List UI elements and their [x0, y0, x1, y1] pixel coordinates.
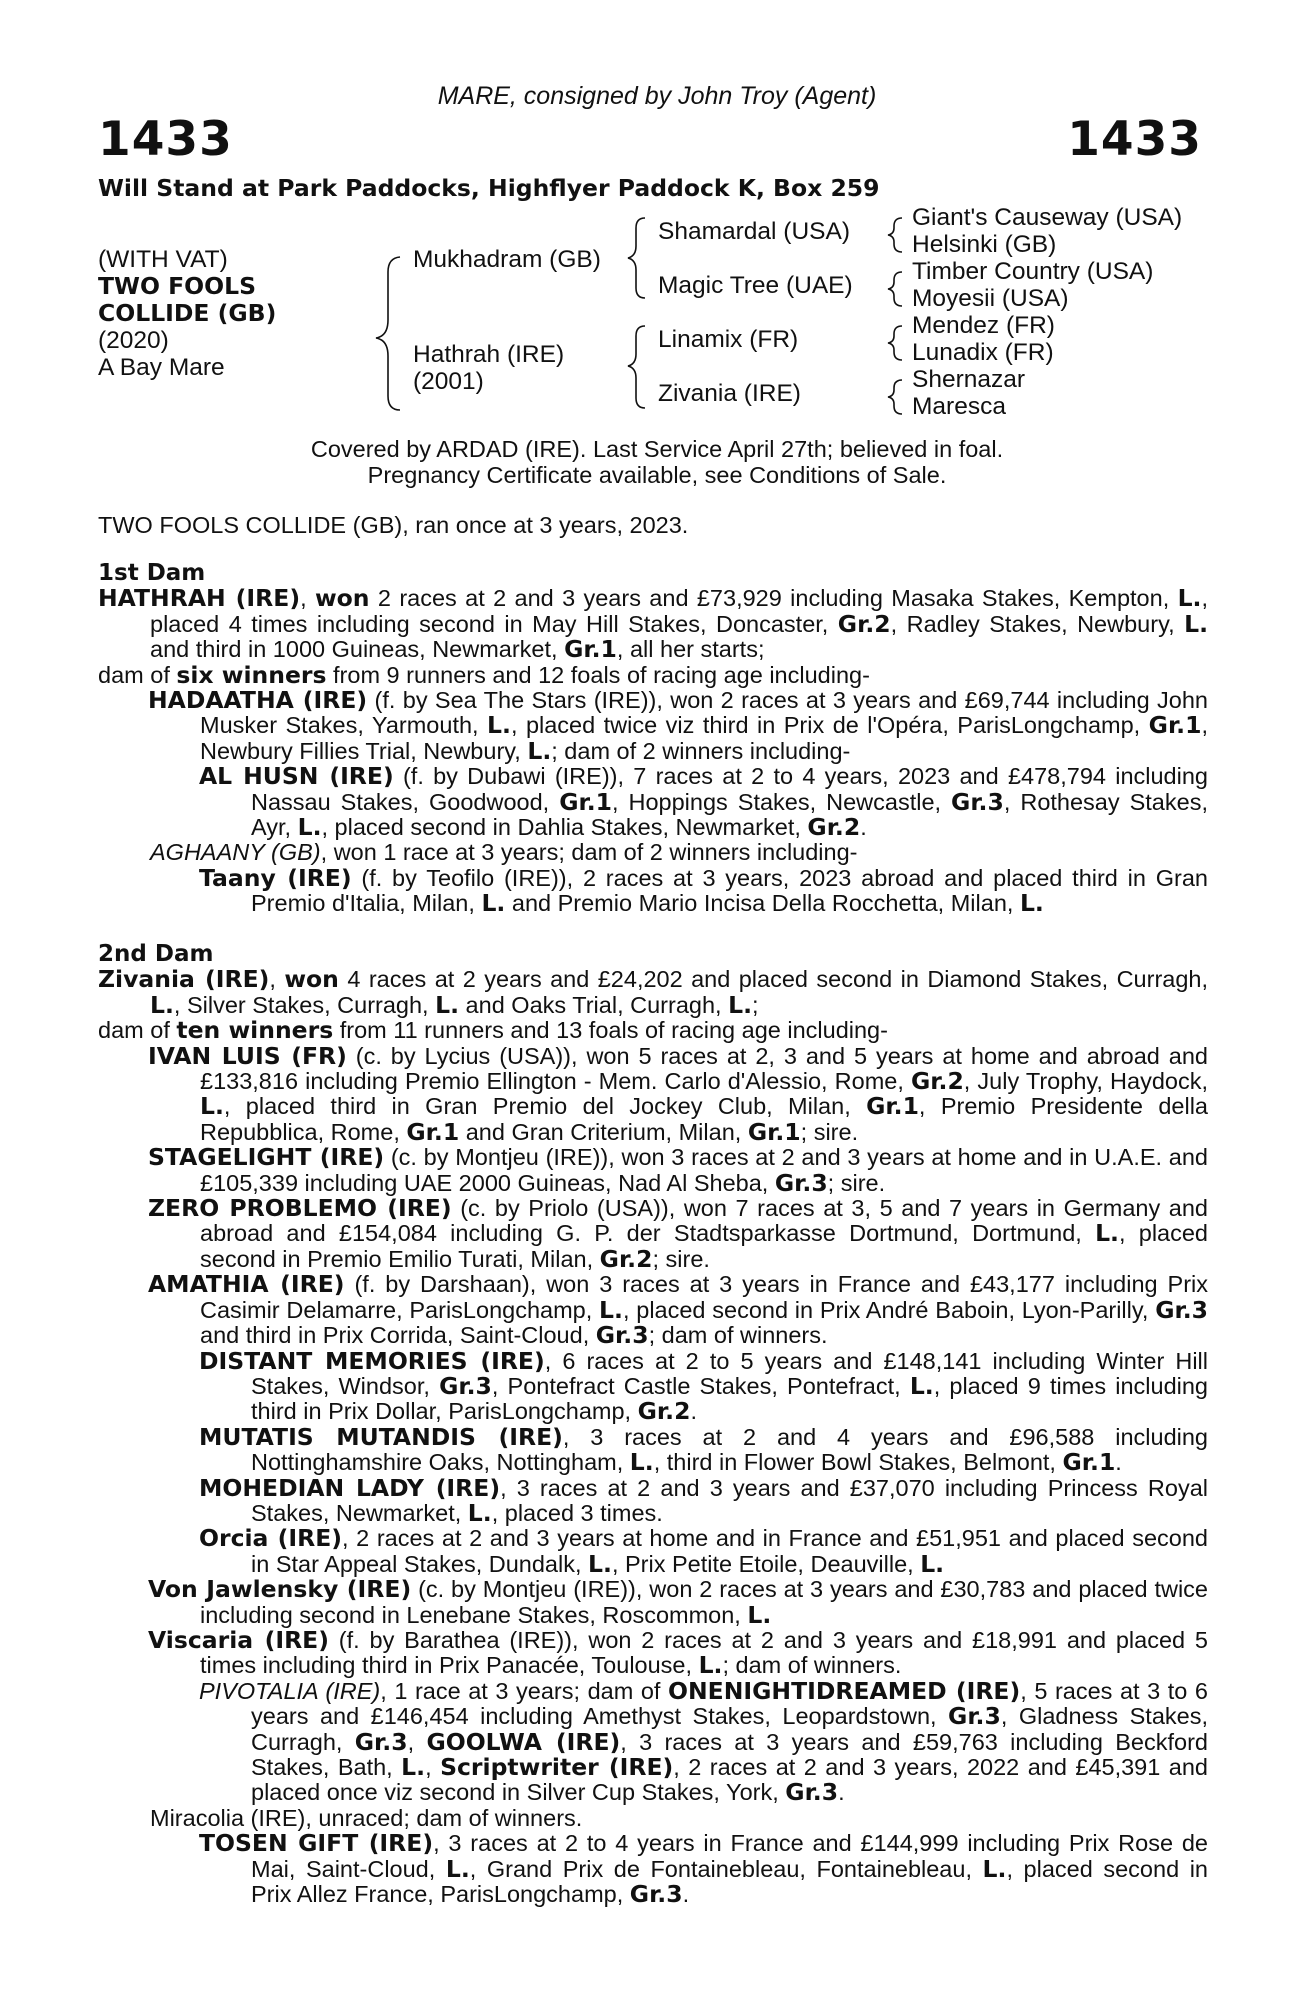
vat-note: (WITH VAT) — [98, 246, 228, 273]
lot-number-right: 1433 — [1067, 112, 1202, 167]
produce-entry: AGHAANY (GB), won 1 race at 3 years; dam of 2 winners including- — [150, 839, 858, 866]
race-record: TWO FOOLS COLLIDE (GB), ran once at 3 years, 2023. — [98, 512, 689, 538]
produce-entry: STAGELIGHT (IRE) (c. by Montjeu (IRE)), won 3 races at 2 and 3 years at home and in U.A.E. and £105,339 including UAE 2000 Guineas, Nad Al Sheba, Gr.3; sire. — [148, 1143, 1208, 1197]
produce-entry: Miracolia (IRE), unraced; dam of winners. — [150, 1804, 583, 1831]
produce-entry: Taany (IRE) (f. by Teofilo (IRE)), 2 races at 3 years, 2023 abroad and placed third in Gran Premio d'Italia, Milan, L. and Premio Mario Incisa Della Rocchetta, Milan, L. — [199, 863, 1208, 918]
produce-entry: PIVOTALIA (IRE), 1 race at 3 years; dam of ONENIGHTIDREAMED (IRE), 5 races at 3 to 6 years and £146,454 including Amethyst Stakes, Leopardstown, Gr.3, Gladness Stakes, Curragh, Gr.3, GOOLWA (IRE), 3 races at 3 years and £59,763 including Beckford Stakes, Bath, L., Scriptwriter (IRE), 2 races at 2 and 3 years, 2022 and £45,391 and placed once viz second in Silver Cup Stakes, York, Gr.3. — [199, 1676, 1208, 1807]
pedigree-gen4: Lunadix (FR) — [912, 339, 1054, 366]
produce-entry: DISTANT MEMORIES (IRE), 6 races at 2 to 5 years and £148,141 including Winter Hill Stakes, Windsor, Gr.3, Pontefract Castle Stakes, Pontefract, L., placed 9 times including third in Prix Dollar, ParisLongchamp, Gr.2. — [199, 1346, 1208, 1426]
horse-description: A Bay Mare — [98, 354, 225, 381]
pedigree-gen4: Mendez (FR) — [912, 312, 1055, 339]
produce-entry: HADAATHA (IRE) (f. by Sea The Stars (IRE)), won 2 races at 3 years and £69,744 including John Musker Stakes, Yarmouth, L., placed twice viz third in Prix de l'Opéra, ParisLongchamp, Gr.1, Newbury Fillies Trial, Newbury, L.; dam of 2 winners including- — [148, 686, 1208, 765]
dam-produce-summary: dam of six winners from 9 runners and 12 foals of racing age including- — [98, 660, 870, 689]
foaling-year: (2020) — [98, 327, 169, 354]
produce-entry: Von Jawlensky (IRE) (c. by Montjeu (IRE)), won 2 races at 3 years and £30,783 and placed twice including second in Lenebane Stakes, Roscommon, L. — [148, 1575, 1209, 1629]
dam-entry: Zivania (IRE), won 4 races at 2 years and £24,202 and placed second in Diamond Stakes, Curragh, L., Silver Stakes, Curragh, L. and Oaks Trial, Curragh, L.; — [98, 965, 1209, 1019]
horse-name-line1: TWO FOOLS — [98, 272, 257, 300]
produce-entry: IVAN LUIS (FR) (c. by Lycius (USA)), won 5 races at 2, 3 and 5 years at home and abroad and £133,816 including Premio Ellington - Mem. Carlo d'Alessio, Rome, Gr.2, July Trophy, Haydock, L., placed third in Gran Premio del Jockey Club, Milan, Gr.1, Premio Presidente della Repubblica, Rome, Gr.1 and Gran Criterium, Milan, Gr.1; sire. — [148, 1041, 1209, 1146]
produce-entry: AL HUSN (IRE) (f. by Dubawi (IRE)), 7 races at 2 to 4 years, 2023 and £478,794 including Nassau Stakes, Goodwood, Gr.1, Hoppings Stakes, Newcastle, Gr.3, Rothesay Stakes, Ayr, L., placed second in Dahlia Stakes, Newmarket, Gr.2. — [199, 762, 1208, 842]
pedigree-gen3: Zivania (IRE) — [658, 380, 801, 407]
horse-name-line2: COLLIDE (GB) — [98, 299, 277, 327]
second-dam-section — [98, 942, 1208, 1907]
covering-line: Covered by ARDAD (IRE). Last Service April 27th; believed in foal. — [310, 436, 1004, 462]
covering-info — [0, 436, 1314, 488]
produce-entry: AMATHIA (IRE) (f. by Darshaan), won 3 races at 3 years in France and £43,177 including Prix Casimir Delamarre, ParisLongchamp, L., placed second in Prix André Baboin, Lyon-Parilly, Gr.3 and third in Prix Corrida, Saint-Cloud, Gr.3; dam of winners. — [148, 1270, 1209, 1350]
pedigree-gen3: Shamardal (USA) — [658, 218, 850, 245]
pedigree-sire: Mukhadram (GB) — [413, 246, 601, 273]
pedigree-gen4: Moyesii (USA) — [912, 285, 1069, 312]
produce-entry: MOHEDIAN LADY (IRE), 3 races at 2 and 3 years and £37,070 including Princess Royal Stakes, Newmarket, L., placed 3 times. — [199, 1473, 1208, 1527]
produce-entry: TOSEN GIFT (IRE), 3 races at 2 to 4 years in France and £144,999 including Prix Rose de Mai, Saint-Cloud, L., Grand Prix de Fontainebleau, Fontainebleau, L., placed second in Prix Allez France, ParisLongchamp, Gr.3. — [199, 1829, 1208, 1909]
first-dam-section — [98, 561, 1208, 917]
produce-entry: Orcia (IRE), 2 races at 2 and 3 years at home and in France and £51,951 and placed second in Star Appeal Stakes, Dundalk, L., Prix Petite Etoile, Deauville, L. — [199, 1524, 1208, 1578]
stand-location: Will Stand at Park Paddocks, Highflyer Paddock K, Box 259 — [98, 174, 880, 202]
dam-entry: HATHRAH (IRE), won 2 races at 2 and 3 years and £73,929 including Masaka Stakes, Kempton, L., placed 4 times including second in May Hill Stakes, Doncaster, Gr.2, Radley Stakes, Newbury, L. and third in 1000 Guineas, Newmarket, Gr.1, all her starts; — [98, 584, 1209, 664]
pedigree-gen3: Magic Tree (UAE) — [658, 272, 853, 299]
pedigree-dam: Hathrah (IRE) — [413, 341, 565, 368]
produce-entry: MUTATIS MUTANDIS (IRE), 3 races at 2 and 4 years and £96,588 including Nottinghamshire Oaks, Nottingham, L., third in Flower Bowl Stakes, Belmont, Gr.1. — [199, 1422, 1208, 1477]
produce-entry: Viscaria (IRE) (f. by Barathea (IRE)), won 2 races at 2 and 3 years and £18,991 and placed 5 times including third in Prix Panacée, Toulouse, L.; dam of winners. — [148, 1625, 1208, 1680]
pedigree-dam-year: (2001) — [413, 368, 484, 395]
pedigree-gen4: Maresca — [912, 393, 1006, 420]
pedigree-gen4: Shernazar — [912, 366, 1026, 393]
dam-produce-summary: dam of ten winners from 11 runners and 13 foals of racing age including- — [98, 1016, 888, 1045]
pedigree-gen4: Helsinki (GB) — [912, 231, 1057, 258]
pedigree-gen4: Timber Country (USA) — [912, 258, 1154, 285]
lot-number-left: 1433 — [98, 112, 233, 167]
produce-entry: ZERO PROBLEMO (IRE) (c. by Priolo (USA)), won 7 races at 3, 5 and 7 years in Germany and abroad and £154,084 including G. P. der Stadtsparkasse Dortmund, Dortmund, L., placed second in Premio Emilio Turati, Milan, Gr.2; sire. — [148, 1194, 1209, 1273]
pregnancy-line: Pregnancy Certificate available, see Conditions of Sale. — [367, 462, 947, 488]
pedigree-gen4: Giant's Causeway (USA) — [912, 204, 1183, 231]
pedigree-gen3: Linamix (FR) — [658, 326, 799, 353]
section-heading: 2nd Dam — [98, 941, 214, 967]
consignment-line: MARE, consigned by John Troy (Agent) — [437, 82, 877, 110]
section-heading: 1st Dam — [98, 560, 206, 586]
